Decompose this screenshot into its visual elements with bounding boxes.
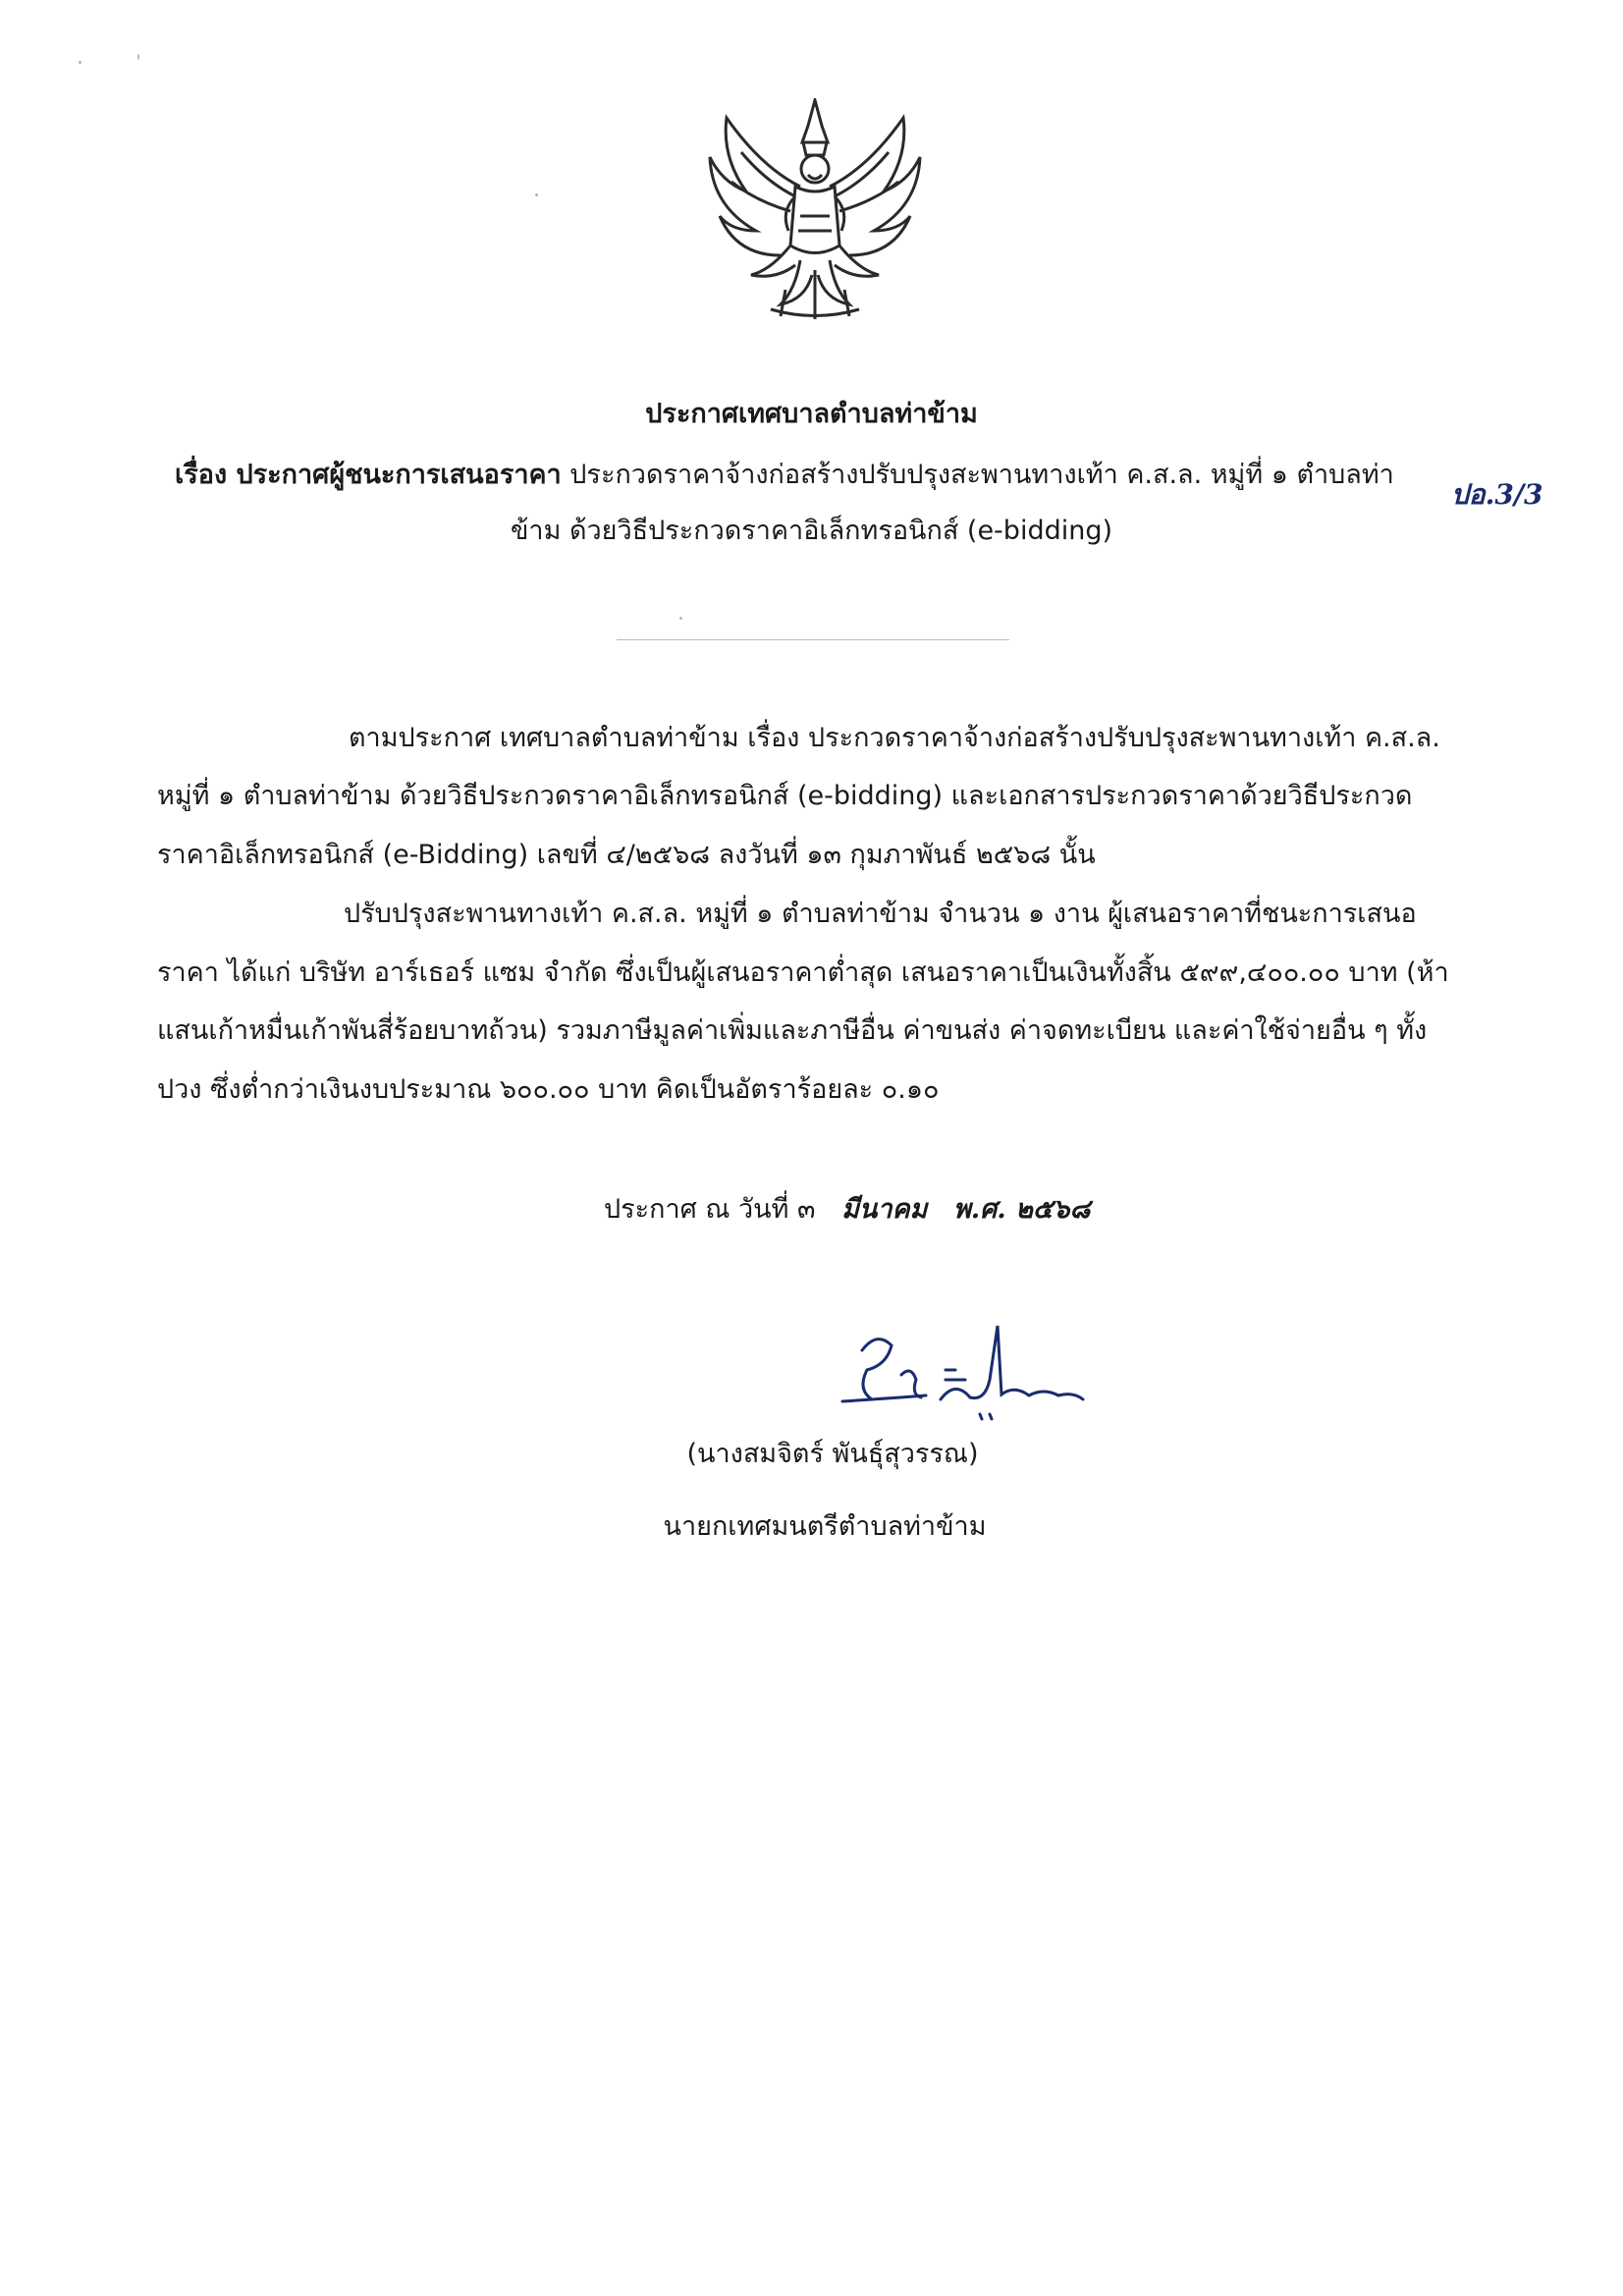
subject-line-2: ข้าม ด้วยวิธีประกวดราคาอิเล็กทรอนิกส์ (e-bidding) [510, 516, 1113, 546]
date-prefix: ประกาศ ณ วันที่ ๓ [604, 1194, 816, 1225]
subject-label: เรื่อง ประกาศผู้ชนะการเสนอราคา [175, 460, 562, 490]
subject-text-1: ประกวดราคาจ้างก่อสร้างปรับปรุงสะพานทางเท้า ค.ส.ล. หมู่ที่ ๑ ตำบลท่า [569, 460, 1394, 490]
date-year: พ.ศ. ๒๕๖๘ [952, 1194, 1091, 1225]
date-month: มีนาคม [841, 1194, 928, 1225]
signature-icon [833, 1321, 1088, 1429]
paragraph-2-line-3: แสนเก้าหมื่นเก้าพันสี่ร้อยบาทถ้วน) รวมภาษีมูลค่าเพิ่มและภาษีอื่น ค่าขนส่ง ค่าจดทะเบียน และค่าใช้จ่ายอื่น ๆ ทั้ง [157, 1015, 1428, 1046]
divider [617, 639, 1009, 640]
paragraph-2-line-1: ปรับปรุงสะพานทางเท้า ค.ส.ล. หมู่ที่ ๑ ตำบลท่าข้าม จำนวน ๑ งาน ผู้เสนอราคาที่ชนะการเสนอ [344, 899, 1417, 929]
scan-speck [79, 61, 81, 64]
scan-speck [679, 617, 682, 620]
announcement-title-text: ประกาศเทศบาลตำบลท่าข้าม [645, 399, 978, 429]
announcement-date [604, 1190, 1090, 1230]
paragraph-1-line-1: ตามประกาศ เทศบาลตำบลท่าข้าม เรื่อง ประกวดราคาจ้างก่อสร้างปรับปรุงสะพานทางเท้า ค.ส.ล. [349, 723, 1440, 753]
scan-speck [137, 54, 139, 60]
subject-line-1 [175, 456, 1394, 495]
signer-position: นายกเทศมนตรีตำบลท่าข้าม [663, 1511, 987, 1542]
paragraph-1-line-2: หมู่ที่ ๑ ตำบลท่าข้าม ด้วยวิธีประกวดราคาอิเล็กทรอนิกส์ (e-bidding) และเอกสารประกวดราคาด้วยวิธีประกวด [157, 781, 1413, 811]
paragraph-2-line-4: ปวง ซึ่งต่ำกว่าเงินงบประมาณ ๖๐๐.๐๐ บาท คิดเป็นอัตราร้อยละ ๐.๑๐ [157, 1074, 940, 1105]
scan-speck [535, 193, 538, 196]
announcement-title [0, 395, 1623, 434]
handwritten-note: ปอ.3/3 [1451, 478, 1543, 511]
garuda-emblem-icon [702, 98, 928, 324]
paragraph-1-line-3: ราคาอิเล็กทรอนิกส์ (e-Bidding) เลขที่ ๔/๒๕๖๘ ลงวันที่ ๑๓ กุมภาพันธ์ ๒๕๖๘ นั้น [157, 840, 1096, 870]
paragraph-2-line-2: ราคา ได้แก่ บริษัท อาร์เธอร์ แซม จำกัด ซึ่งเป็นผู้เสนอราคาต่ำสุด เสนอราคาเป็นเงินทั้งสิ้น ๕๙๙,๔๐๐.๐๐ บาท (ห้า [157, 957, 1449, 988]
signer-name: (นางสมจิตร์ พันธุ์สุวรรณ) [686, 1439, 979, 1469]
